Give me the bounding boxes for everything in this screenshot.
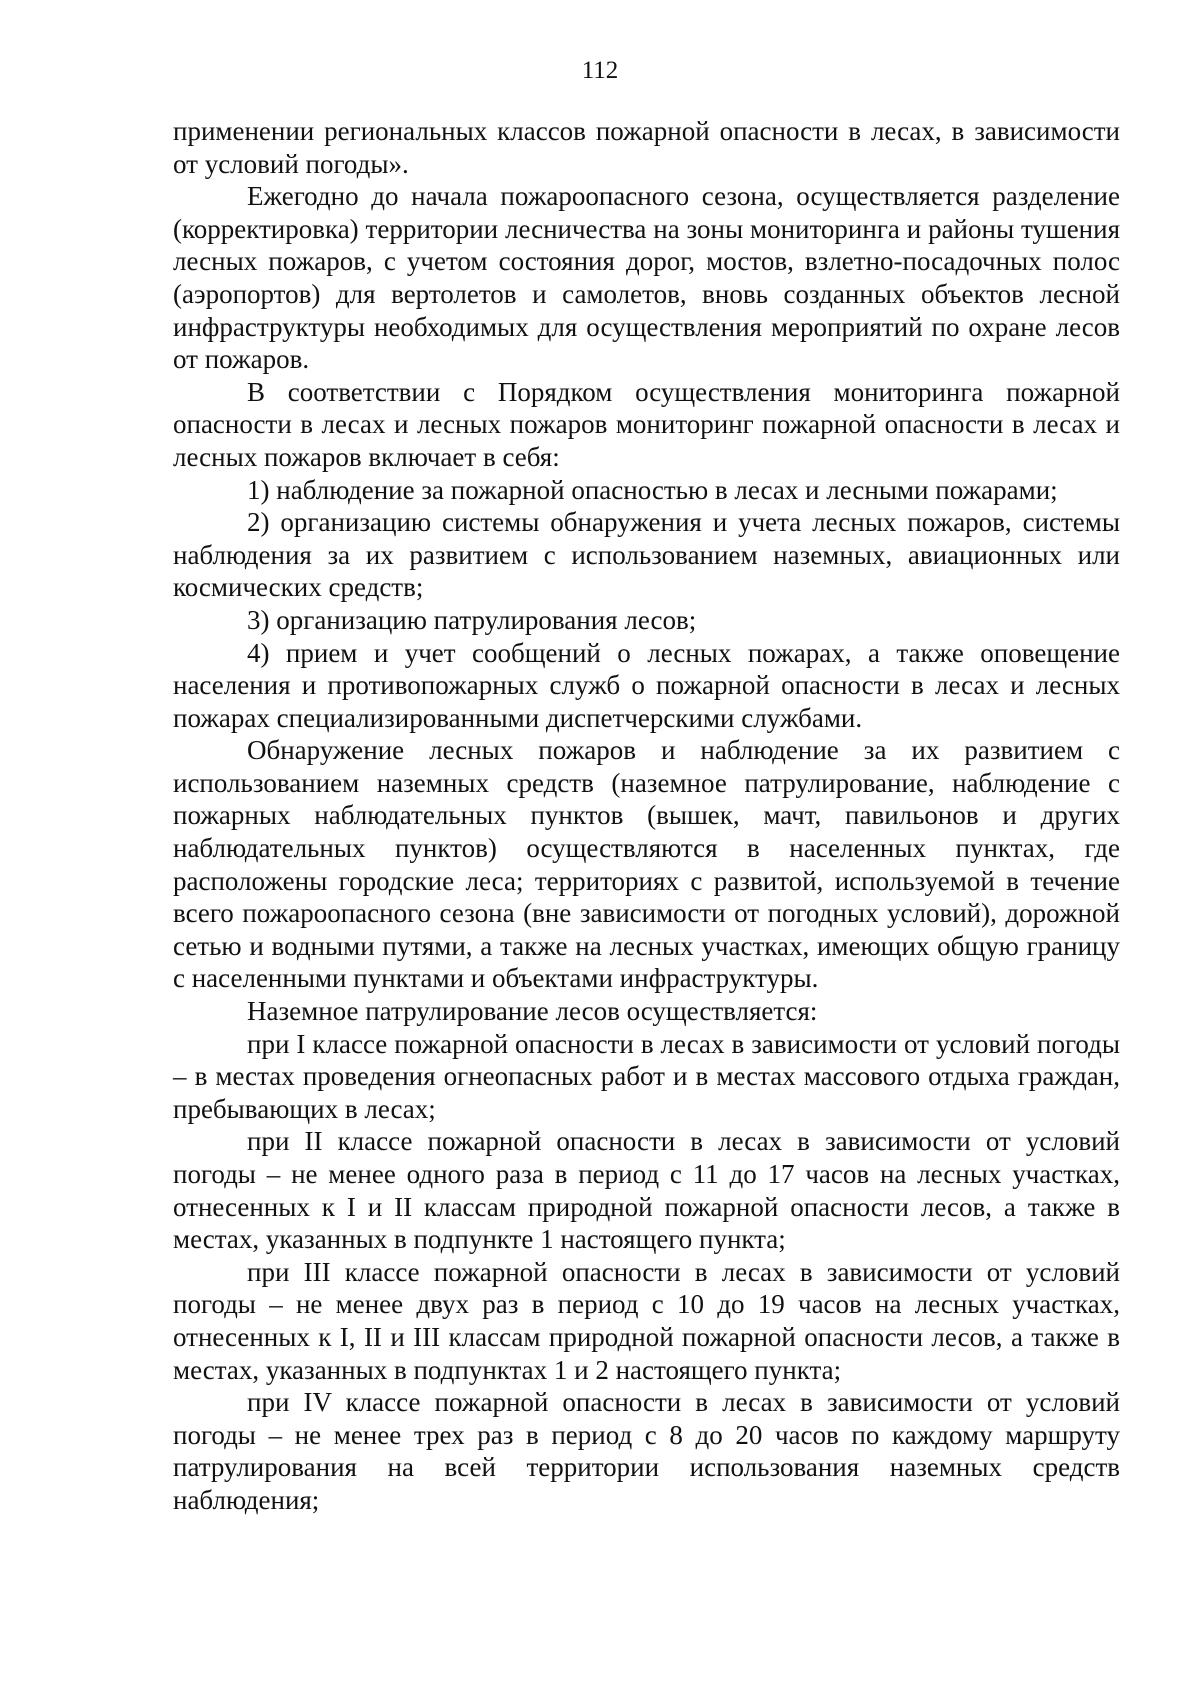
list-item-3: 3) организацию патрулирования лесов; — [247, 604, 697, 635]
paragraph-monitoring-order: В соответствии с Порядком осуществления мониторинга пожарной опасности в лесах и лесных пожаров мониторинг пожарной опасности в лесах и лесных пожаров включает в себя: — [173, 376, 1120, 472]
patrol-class-2: при II классе пожарной опасности в лесах в зависимости от условий погоды – не менее одного раза в период с 11 до 17 часов на лесных участках, отнесенных к I и II классам природной пожарной опасности лесов, а также в местах, указанных в подпункте 1 настоящего пункта; — [173, 1126, 1120, 1255]
patrol-class-4: при IV классе пожарной опасности в лесах в зависимости от условий погоды – не менее трех раз в период с 8 до 20 часов по каждому маршруту патрулирования на всей территории использования наземных средств наблюдения; — [173, 1387, 1120, 1515]
paragraph-continuation: применении региональных классов пожарной опасности в лесах, в зависимости от условий погоды». — [173, 116, 1120, 179]
patrol-class-3: при III классе пожарной опасности в лесах в зависимости от условий погоды – не менее двух раз в период с 10 до 19 часов на лесных участках, отнесенных к I, II и III классам природной пожарной опасности лесов, а также в местах, указанных в подпунктах 1 и 2 настоящего пункта; — [173, 1256, 1120, 1385]
list-item-4: 4) прием и учет сообщений о лесных пожарах, а также оповещение населения и противопожарных служб о пожарной опасности в лесах и лесных пожарах специализированными диспетчерскими службами. — [173, 637, 1120, 733]
list-item-1: 1) наблюдение за пожарной опасностью в лесах и лесными пожарами; — [247, 474, 1058, 505]
paragraph-annual-zoning: Ежегодно до начала пожароопасного сезона, осуществляется разделение (корректировка) территории лесничества на зоны мониторинга и районы тушения лесных пожаров, с учетом состояния дорог, мостов, взлетно-посадочных полос (аэропортов) для вертолетов и самолетов, вновь созданных объектов лесной инфраструктуры необходимых для осуществления мероприятий по охране лесов от пожаров. — [173, 181, 1120, 375]
paragraph-patrol-intro: Наземное патрулирование лесов осуществляется: — [247, 996, 818, 1027]
document-body — [173, 115, 1120, 1517]
paragraph-ground-detection: Обнаружение лесных пожаров и наблюдение за их развитием с использованием наземных средств (наземное патрулирование, наблюдение с пожарных наблюдательных пунктов (вышек, мачт, павильонов и других наблюдательных пунктов) осуществляются в населенных пунктах, где расположены городские леса; территориях с развитой, используемой в течение всего пожароопасного сезона (вне зависимости от погодных условий), дорожной сетью и водными путями, а также на лесных участках, имеющих общую границу с населенными пунктами и объектами инфраструктуры. — [173, 735, 1120, 994]
page-number: 112 — [581, 57, 619, 84]
list-item-2: 2) организацию системы обнаружения и учета лесных пожаров, системы наблюдения за их развитием с использованием наземных, авиационных или космических средств; — [173, 507, 1120, 603]
patrol-class-1: при I классе пожарной опасности в лесах в зависимости от условий погоды – в местах проведения огнеопасных работ и в местах массового отдыха граждан, пребывающих в лесах; — [173, 1028, 1120, 1124]
